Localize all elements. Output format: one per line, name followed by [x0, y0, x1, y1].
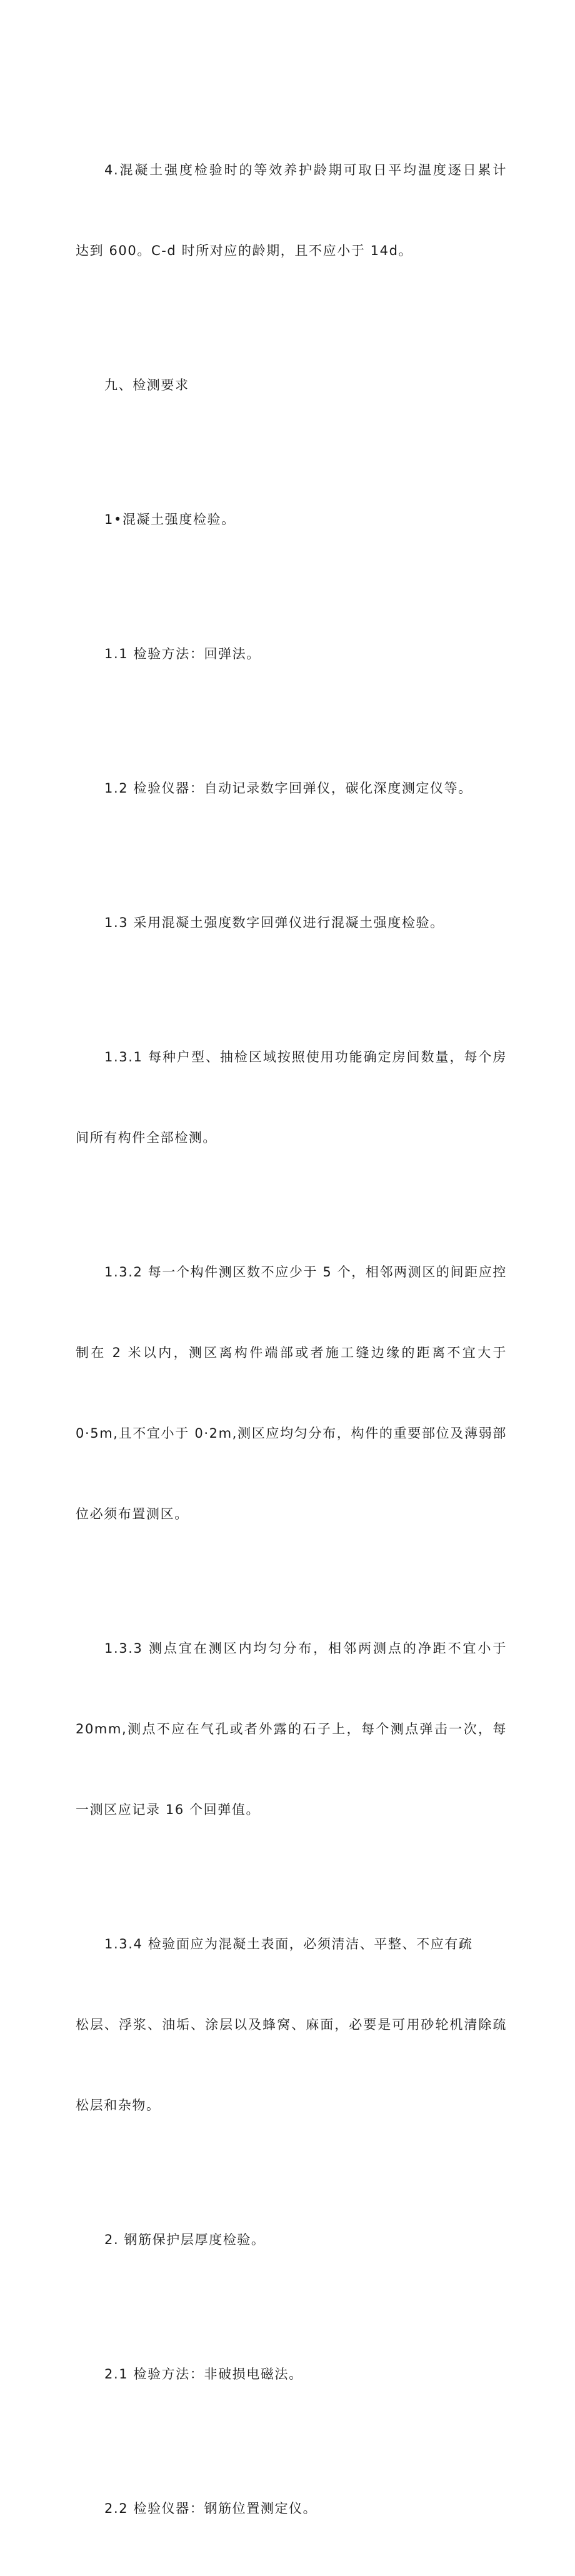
item-1-3-2-test-zones	[76, 1205, 507, 1581]
document-body	[76, 103, 507, 2576]
item-concrete-strength-inspection	[76, 453, 507, 587]
paragraph-line: 2.2 检验仪器：钢筋位置测定仪。	[104, 2501, 318, 2516]
item-1-3-rebound-hammer	[76, 856, 507, 990]
paragraph-line: 一测区应记录 16 个回弹值。	[76, 1802, 261, 1817]
paragraph-line: 1.1 检验方法：回弹法。	[104, 646, 261, 661]
item-1-3-1-sampling	[76, 990, 507, 1205]
paragraph-equivalent-curing-age	[76, 103, 507, 318]
paragraph-line: 达到 600。C-d 时所对应的龄期，且不应小于 14d。	[76, 243, 413, 258]
paragraph-line: 九、检测要求	[104, 378, 189, 393]
item-1-3-4-test-surface	[76, 1877, 507, 2173]
paragraph-line: 1.3.2 每一个构件测区数不应少于 5 个，相邻两测区的间距应控	[104, 1265, 507, 1280]
paragraph-line: 松层和杂物。	[76, 2098, 161, 2113]
item-2-1-inspection-method	[76, 2307, 507, 2442]
paragraph-line: 松层、浮浆、油垢、涂层以及蜂窝、麻面，必要是可用砂轮机清除疏	[76, 2017, 507, 2032]
item-2-2-inspection-instrument	[76, 2442, 507, 2576]
paragraph-line: 制在 2 米以内，测区离构件端部或者施工缝边缘的距离不宜大于	[76, 1345, 507, 1360]
paragraph-line: 4.混凝土强度检验时的等效养护龄期可取日平均温度逐日累计	[104, 163, 507, 178]
paragraph-line: 2. 钢筋保护层厚度检验。	[104, 2232, 266, 2247]
paragraph-line: 2.1 检验方法：非破损电磁法。	[104, 2367, 303, 2382]
item-1-2-inspection-instruments	[76, 721, 507, 856]
paragraph-line: 位必须布置测区。	[76, 1506, 189, 1521]
item-1-3-3-test-points	[76, 1581, 507, 1877]
paragraph-line: 1.3.1 每种户型、抽检区域按照使用功能确定房间数量，每个房	[104, 1050, 507, 1065]
section-heading-inspection-requirements	[76, 318, 507, 453]
paragraph-line: 20mm,测点不应在气孔或者外露的石子上，每个测点弹击一次，每	[76, 1722, 507, 1737]
paragraph-line: 1•混凝土强度检验。	[104, 512, 236, 527]
paragraph-line: 1.3.4 检验面应为混凝土表面，必须清洁、平整、不应有疏	[104, 1937, 473, 1952]
paragraph-line: 间所有构件全部检测。	[76, 1130, 217, 1145]
paragraph-line: 1.3.3 测点宜在测区内均匀分布，相邻两测点的净距不宜小于	[104, 1641, 507, 1656]
item-1-1-inspection-method	[76, 587, 507, 721]
paragraph-line: 0·5m,且不宜小于 0·2m,测区应均匀分布，构件的重要部位及薄弱部	[76, 1426, 507, 1441]
paragraph-line: 1.2 检验仪器：自动记录数字回弹仪，碳化深度测定仪等。	[104, 781, 472, 796]
item-2-cover-thickness	[76, 2173, 507, 2307]
paragraph-line: 1.3 采用混凝土强度数字回弹仪进行混凝土强度检验。	[104, 915, 444, 930]
